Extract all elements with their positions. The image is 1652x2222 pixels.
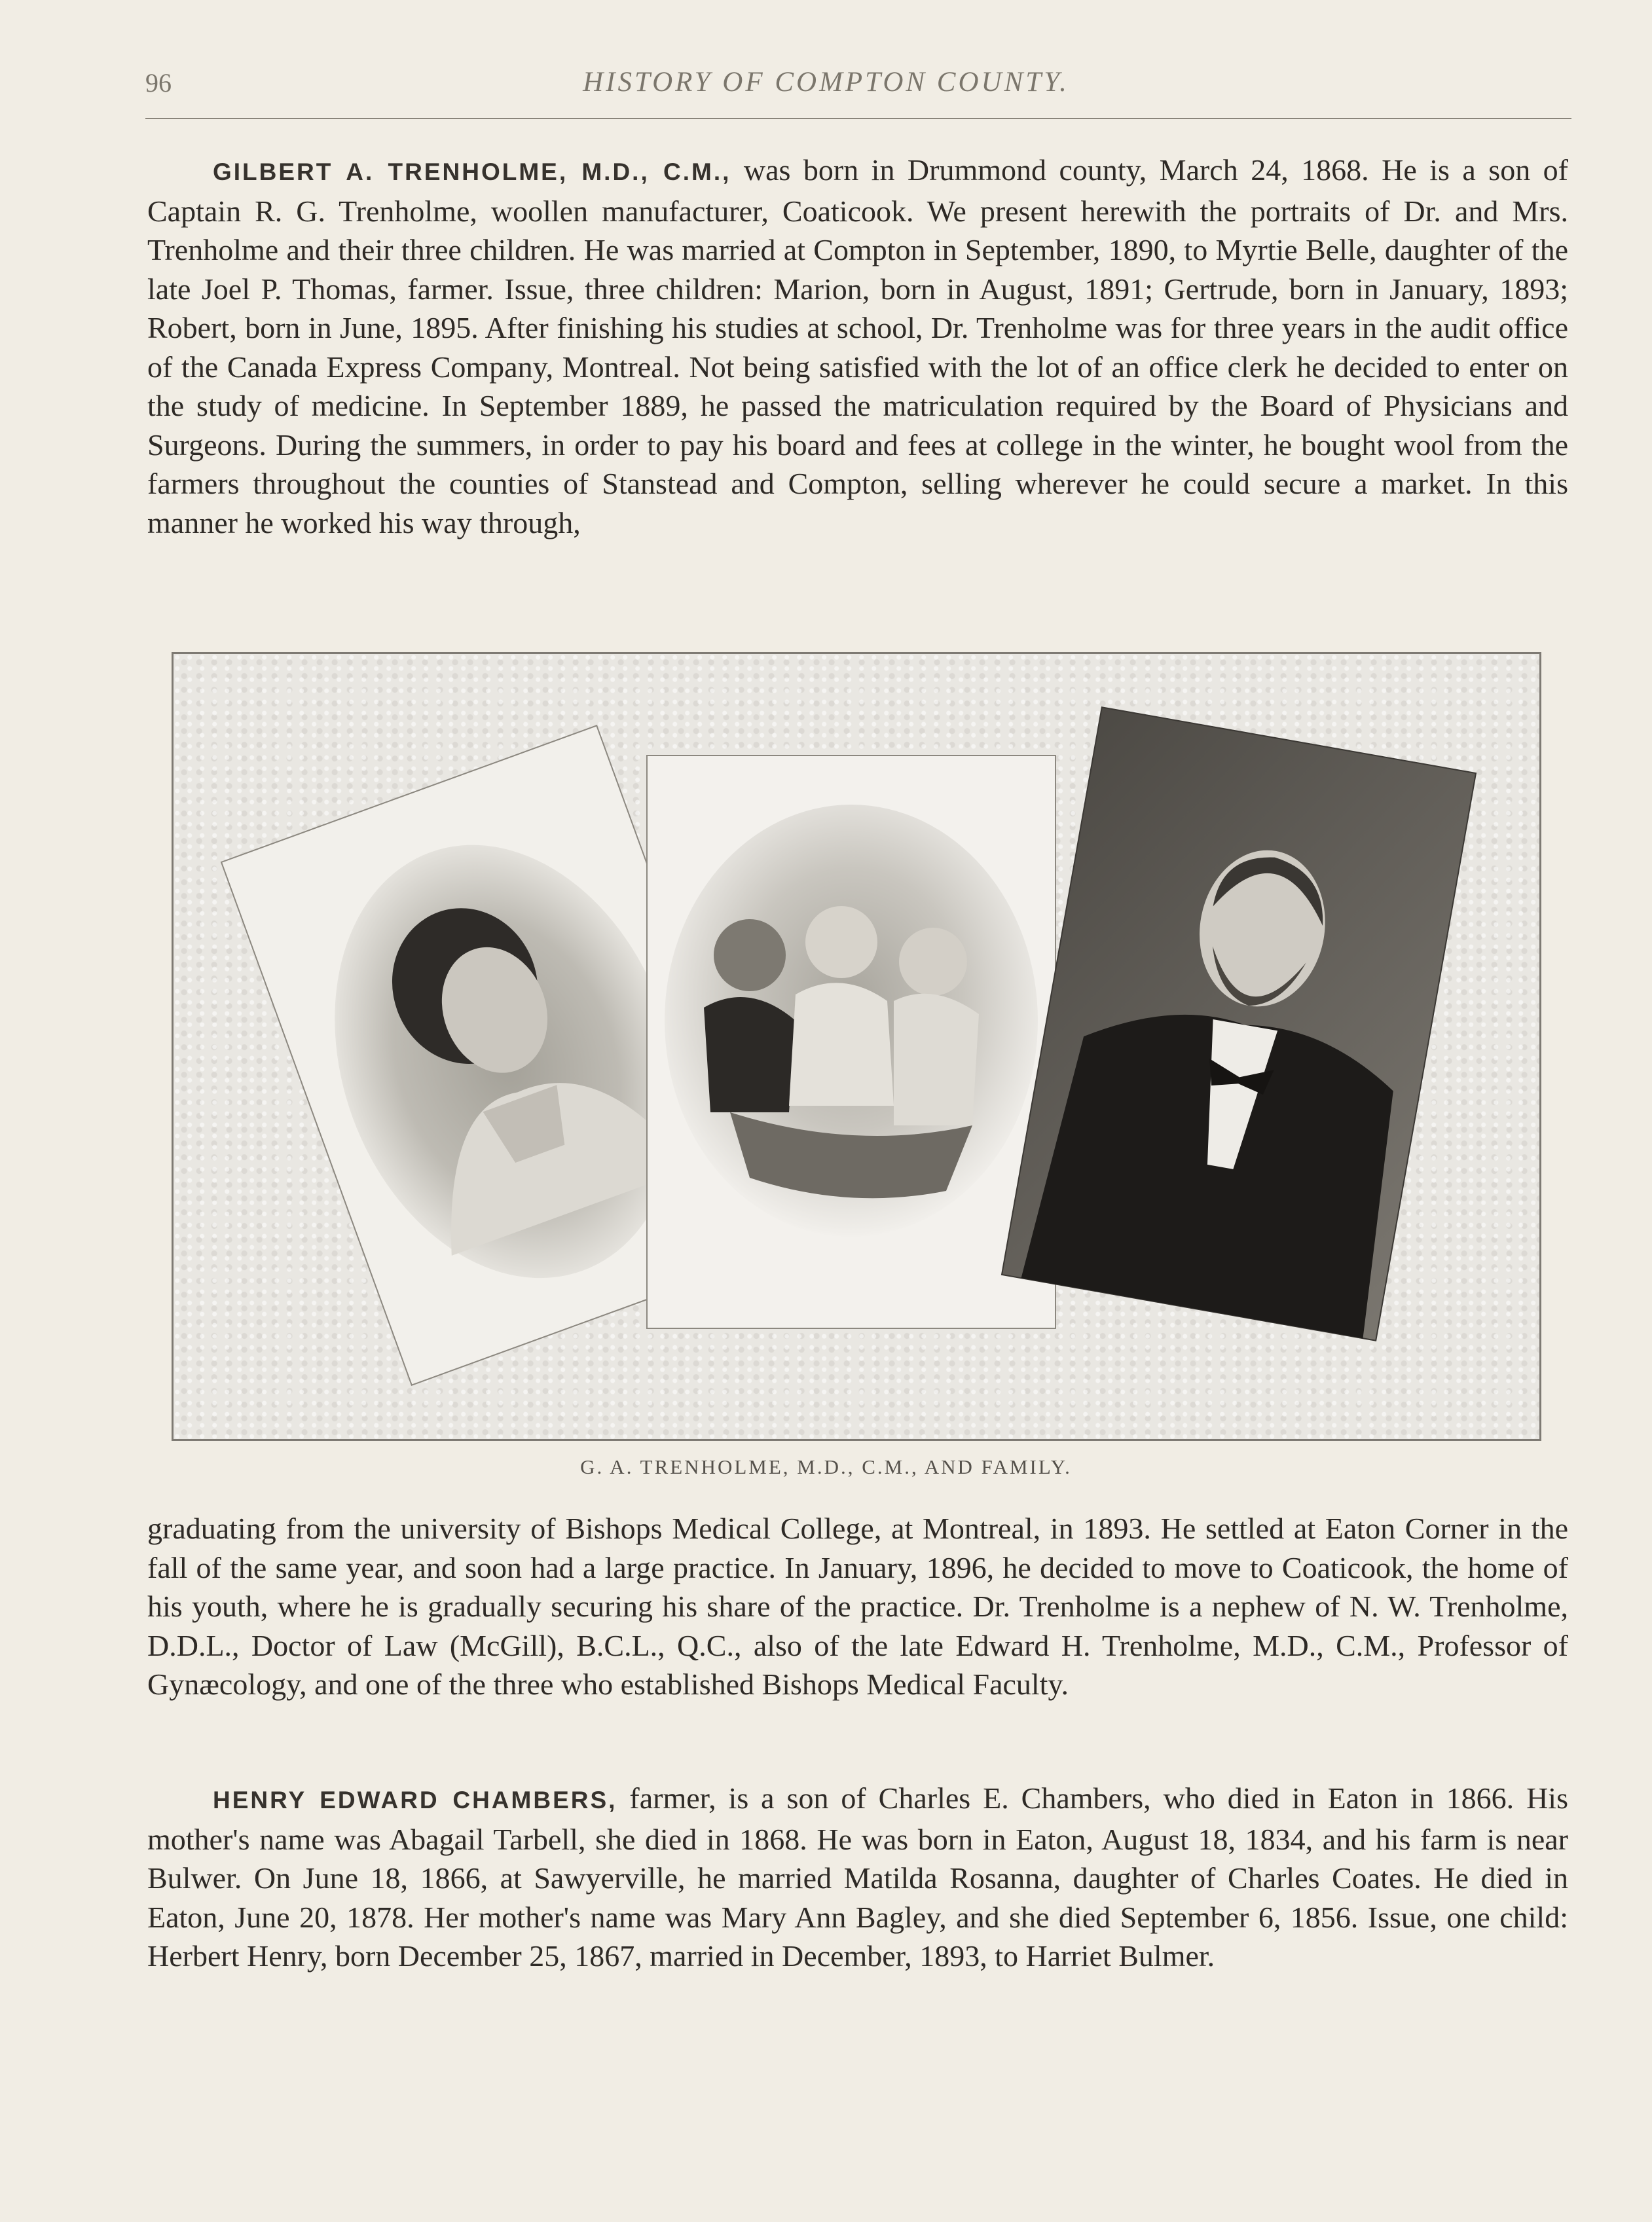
running-head <box>0 62 1652 101</box>
man-portrait-card <box>1002 707 1476 1340</box>
entry-trenholme-continued: graduating from the university of Bishops Medical College, at Montreal, in 1893. He settled at Eaton Corner in the fall of the same year, and soon had a large practice. In January, 1896, he decided to move to Coaticook, the home of his youth, where he is gradually securing his share of the practice. Dr. Trenholme is a nephew of N. W. Trenholme, D.D.L., Doctor of Law (McGill), B.C.L., Q.C., also of the late Edward H. Trenholme, M.D., C.M., Professor of Gynæcology, and one of the three who established Bishops Medical Faculty. <box>147 1512 1568 1701</box>
entry-trenholme <box>147 151 1568 542</box>
entry-name-chambers: HENRY EDWARD CHAMBERS, <box>213 1787 617 1813</box>
children-portrait-card <box>647 756 1055 1328</box>
header-rule <box>145 118 1571 119</box>
page-number: 96 <box>145 68 172 98</box>
family-portrait-plate <box>172 652 1541 1441</box>
plate-caption: G. A. TRENHOLME, M.D., C.M., AND FAMILY. <box>580 1455 1072 1478</box>
family-portrait-photograph <box>174 654 1539 1439</box>
entry-text-chambers: farmer, is a son of Charles E. Chambers, who died in Eaton in 1866. His mother's name was Abagail Tarbell, she died in 1868. He was born in Eaton, August 18, 1834, and his farm is near Bulwer. On June 18, 1866, at Sawyerville, he married Matilda Rosanna, daughter of Charles Coates. He died in Eaton, June 20, 1878. Her mother's name was Mary Ann Bagley, and she died September 6, 1856. Issue, one child: Herbert Henry, born December 25, 1867, married in December, 1893, to Harriet Bulmer. <box>147 1781 1568 1973</box>
running-title: HISTORY OF COMPTON COUNTY. <box>583 67 1069 98</box>
entry-chambers <box>147 1779 1568 1976</box>
entry-name-trenholme: GILBERT A. TRENHOLME, M.D., C.M., <box>213 158 731 185</box>
entry-text-trenholme: was born in Drummond county, March 24, 1868. He is a son of Captain R. G. Trenholme, woollen manufacturer, Coaticook. We present herewith the portraits of Dr. and Mrs. Trenholme and their three children. He was married at Compton in September, 1890, to Myrtie Belle, daughter of the late Joel P. Thomas, farmer. Issue, three children: Marion, born in August, 1891; Gertrude, born in January, 1893; Robert, born in June, 1895. After finishing his studies at school, Dr. Trenholme was for three years in the audit office of the Canada Express Company, Montreal. Not being satisfied with the lot of an office clerk he decided to enter on the study of medicine. In September 1889, he passed the matriculation required by the Board of Physicians and Surgeons. During the summers, in order to pay his board and fees at college in the winter, he bought wool from the farmers throughout the counties of Stanstead and Compton, selling wherever he could secure a market. In this manner he worked his way through, <box>147 153 1568 539</box>
